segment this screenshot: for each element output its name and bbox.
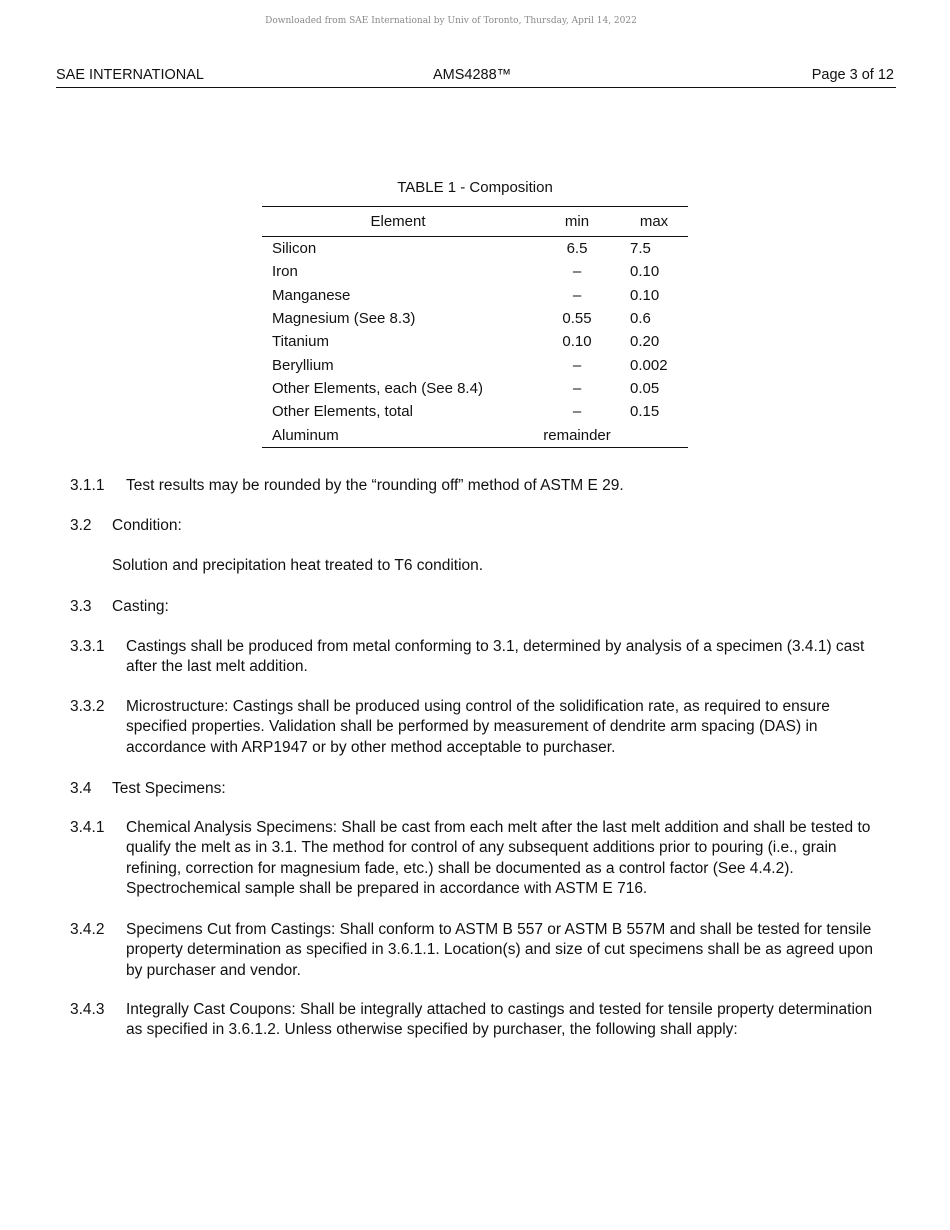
table-row: [262, 260, 688, 283]
min-cell: –: [572, 379, 582, 397]
section-number: 3.3: [70, 598, 92, 615]
section-text: Solution and precipitation heat treated to T6 condition.: [112, 557, 484, 574]
section-number: 3.4.2: [70, 921, 105, 938]
max-cell: 0.002: [630, 356, 668, 374]
min-cell: 0.55: [562, 310, 592, 328]
column-header-element: Element: [262, 207, 534, 237]
section-number: 3.3.2: [70, 698, 105, 715]
section-number: 3.3.1: [70, 638, 105, 655]
composition-table: [262, 206, 688, 448]
table-row: [262, 400, 688, 423]
table-row: [262, 353, 688, 376]
max-cell: 0.10: [630, 263, 660, 281]
element-cell: Other Elements, each (See 8.4): [272, 379, 483, 397]
element-cell: Iron: [272, 263, 298, 281]
section-number: 3.4.1: [70, 819, 105, 836]
min-cell: 6.5: [566, 240, 588, 258]
section-text: Microstructure: Castings shall be produced using control of the solidification rate, as required to ensure specified properties. Validation shall be performed by measurement of dendrite arm spacing (DAS) in accordance with ARP1947 or by other method acceptable to purchaser.: [126, 698, 830, 756]
max-cell: [620, 423, 688, 447]
element-cell: Beryllium: [272, 356, 334, 374]
min-cell: –: [572, 403, 582, 421]
page-header: [56, 67, 896, 88]
section-number: 3.1.1: [70, 477, 105, 494]
section-heading: Casting:: [112, 598, 169, 615]
section-text: Test results may be rounded by the “rounding off” method of ASTM E 29.: [126, 477, 624, 494]
max-cell: 0.15: [630, 403, 660, 421]
table-row: [262, 307, 688, 330]
section-text: Integrally Cast Coupons: Shall be integrally attached to castings and tested for tensile property determination as specified in 3.6.1.2. Unless otherwise specified by purchaser, the following shall apply:: [126, 1001, 873, 1039]
max-cell: 7.5: [630, 240, 651, 258]
table-caption: TABLE 1 - Composition: [397, 179, 553, 196]
min-cell: 0.10: [562, 333, 592, 351]
max-cell: 0.10: [630, 286, 660, 304]
table-row: [262, 237, 688, 261]
section-number: 3.2: [70, 517, 92, 534]
section-heading: Condition:: [112, 517, 182, 534]
section-text: Specimens Cut from Castings: Shall conform to ASTM B 557 or ASTM B 557M and shall be tested for tensile property determination as specified in 3.6.1.1. Location(s) and size of cut specimens shall be as agreed upon by purchaser and vendor.: [126, 921, 874, 979]
element-cell: Other Elements, total: [272, 403, 413, 421]
element-cell: Aluminum: [272, 426, 339, 444]
element-cell: Magnesium (See 8.3): [272, 310, 416, 328]
table-row: [262, 330, 688, 353]
document-number: AMS4288™: [433, 67, 512, 83]
min-cell: remainder: [543, 426, 611, 444]
table-row: [262, 423, 688, 447]
max-cell: 0.6: [630, 310, 651, 328]
section-number: 3.4: [70, 780, 92, 797]
download-watermark: Downloaded from SAE International by Univ of Toronto, Thursday, April 14, 2022: [265, 16, 637, 26]
element-cell: Titanium: [272, 333, 329, 351]
column-header-min: min: [534, 207, 620, 237]
section-heading: Test Specimens:: [112, 780, 226, 797]
section-number: 3.4.3: [70, 1001, 105, 1018]
column-header-max: max: [620, 207, 688, 237]
min-cell: –: [572, 286, 582, 304]
page-number: Page 3 of 12: [811, 67, 894, 83]
max-cell: 0.20: [630, 333, 660, 351]
min-cell: –: [572, 356, 582, 374]
publisher-name: SAE INTERNATIONAL: [56, 67, 204, 83]
section-text: Chemical Analysis Specimens: Shall be cast from each melt after the last melt addition and shall be tested to qualify the melt as in 3.1. The method for control of any subsequent additions prior to pouring (i.e., grain refining, correction for magnesium fade, etc.) shall be documented as a control factor (See 4.4.2). Spectrochemical sample shall be prepared in accordance with ASTM E 716.: [126, 819, 871, 897]
min-cell: –: [572, 263, 582, 281]
element-cell: Manganese: [272, 286, 351, 304]
table-row: [262, 284, 688, 307]
max-cell: 0.05: [630, 379, 660, 397]
table-header-row: [262, 207, 688, 237]
section-text: Castings shall be produced from metal conforming to 3.1, determined by analysis of a specimen (3.4.1) cast after the last melt addition.: [126, 638, 865, 676]
element-cell: Silicon: [272, 240, 317, 258]
table-row: [262, 377, 688, 400]
